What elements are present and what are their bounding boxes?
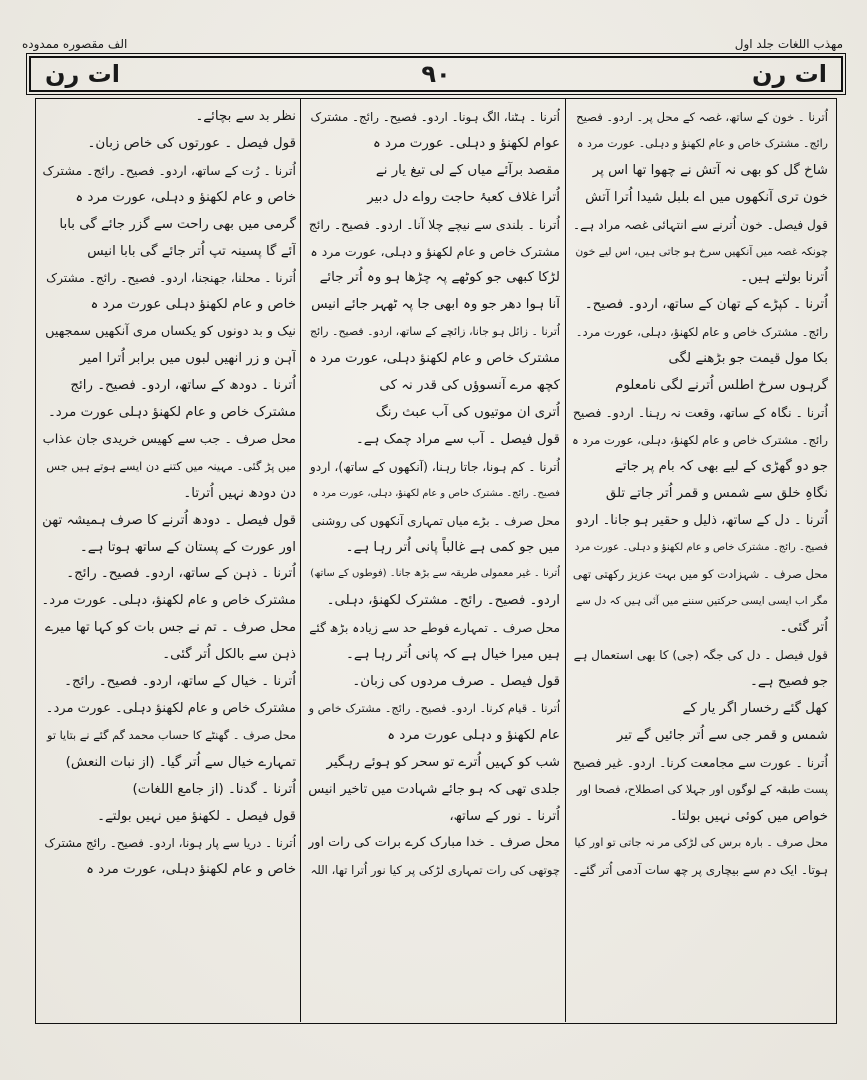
header-headword-right: ات رن [752, 60, 827, 88]
text-line: میں جو کمی ہے غالباً پانی اُتر رہا ہے۔ [345, 539, 560, 555]
text-line: مشترک خاص و عام لکھنؤ دہلی۔ عورت مرد۔ [45, 700, 296, 716]
text-line: پست طبقہ کے لوگوں اور جہلا کی اصطلاح، فصحا اور [577, 782, 828, 796]
text-line: کھل گئے رخسار اگر یار کے [682, 700, 828, 716]
text-line: ہوتا۔ ایک دم سے بیچاری پر چھ سات آدمی اُتر گئے۔ [572, 863, 828, 878]
text-line: خاص و عام لکھنؤ دہلی، عورت مرد ہ [86, 862, 296, 878]
text-line: اُتر گئی۔ [779, 620, 828, 636]
text-line: اُترنا ۔ خون کے ساتھ، غصہ کے محل پر۔ اردو۔ فصیح [576, 110, 828, 124]
text-line: اُترنا ۔ محلنا، جھنجنا، اردو۔ فصیح۔ رائج۔ مشترک [46, 271, 296, 286]
text-column-right [572, 104, 828, 1014]
text-line: چوتھی کی رات تمہاری لڑکی پر کیا نور اُترا تھا، اللہ [310, 863, 560, 878]
text-column-left [42, 104, 296, 1014]
text-line: قول فیصل ۔ عورتوں کی خاص زبان۔ [87, 135, 296, 151]
text-line: محل صرف ۔ تم نے جس بات کو کہا تھا میرے [44, 620, 296, 636]
text-line: اُترنا ۔ نور کے ساتھ، [449, 808, 560, 824]
text-line: دن دودھ نہیں اُترتا۔ [183, 485, 296, 501]
text-line: محل صرف ۔ تمہارے فوطے حد سے زیادہ بڑھ گئے [309, 621, 560, 636]
text-line: اردو۔ فصیح۔ رائج۔ مشترک لکھنؤ، دہلی۔ [326, 593, 560, 609]
running-head-title: مهذب اللغات جلد اول [734, 37, 843, 51]
text-line: خون تری آنکھوں میں اے بلبل شیدا اُترا آتش [585, 189, 828, 205]
text-line: اُترنا ۔ بلندی سے نیچے چلا آنا۔ اردو۔ فصیح۔ رائج [308, 216, 560, 232]
text-line: اُترنا ۔ غیر معمولی طریقہ سے بڑھ جانا۔ (فوطوں کے ساتھ) [310, 568, 560, 580]
text-line: اُترنا ۔ ہٹنا، الگ ہونا۔ اردو۔ فصیح۔ رائج۔ مشترک [310, 110, 560, 124]
text-line: مقصد برآئے میاں کے لی تیغ یار نے [375, 162, 560, 178]
text-line: مشترک خاص و عام لکھنؤ دہلی، عورت مرد ہ [309, 351, 560, 367]
text-line: قول فیصل ۔ دودھ اُترنے کا صرف ہمیشہ تھن [42, 512, 296, 528]
text-line: محل صرف ۔ گھنٹے کا حساب محمد گم گئے نے بتایا تو [47, 728, 296, 742]
column-divider [300, 98, 301, 1022]
text-line: لڑکا کبھی جو کوٹھے پہ چڑھا ہو وہ اُتر جائے [319, 270, 560, 286]
text-line: اُترنا ۔ گدنا۔ (از جامع اللغات) [132, 781, 296, 797]
text-line: کچھ مرے آنسوؤں کی قدر نہ کی [379, 378, 560, 394]
text-line: اُترنا بولتے ہیں۔ [740, 270, 828, 286]
text-line: اُترا غلاف کعبۂ حاجت رواے دل دبیر [367, 189, 560, 205]
text-line: شب کو کہیں اُترے تو سحر کو ہوئے رہگیر [326, 754, 560, 770]
text-line: رائج۔ مشترک خاص و عام لکھنؤ، دہلی، عورت مرد ہ [572, 432, 828, 447]
text-line: محل صرف ۔ شہزادت کو میں بہت عزیز رکھتی تھی [572, 567, 828, 582]
text-line: اُترنا ۔ زائل ہو جانا، زائچے کے ساتھ، اردو۔ فصیح۔ رائج [309, 325, 560, 339]
text-line: اُترنا ۔ خیال کے ساتھ، اردو۔ فصیح۔ رائج۔ [64, 674, 296, 690]
page-number: ۹۰ [421, 60, 451, 88]
text-line: مشترک خاص و عام لکھنؤ و دہلی، عورت مرد ہ [310, 243, 560, 259]
text-line: شاخ گل کو بھی نہ آتش نے چھوا تھا اس پر [592, 162, 828, 178]
text-line: جو فصیح ہے۔ [750, 674, 828, 690]
text-line: ذہن سے بالکل اُتر گئی۔ [162, 647, 296, 663]
text-line: عوام لکھنؤ و دہلی۔ عورت مرد ہ [372, 135, 560, 151]
text-line: فصیح۔ رائج۔ مشترک خاص و عام لکھنؤ و دہلی۔ عورت مرد [574, 541, 828, 553]
text-line: محل صرف ۔ جب سے کھیس خریدی جان عذاب [42, 431, 296, 447]
text-line: نیک و بد دونوں کو یکساں مری آنکھیں سمجھیں [45, 324, 296, 340]
text-line: جلدی تھی کہ ہو جائے شہادت میں تاخیر انیس [308, 781, 560, 797]
text-line: اُترنا ۔ کپڑے کے تھان کے ساتھ، اردو۔ فصیح۔ [584, 297, 828, 313]
text-line: خاص و عام لکھنؤ دہلی عورت مرد ہ [90, 297, 296, 313]
text-line: اور عورت کے پستان کے ساتھ ہوتا ہے۔ [79, 539, 296, 555]
text-line: اُترنا ۔ قیام کرنا۔ اردو۔ فصیح۔ رائج۔ مشترک خاص و [308, 701, 560, 715]
text-line: نگاہِ خلق سے شمس و قمر اُتر جاتے تلق [605, 485, 828, 501]
column-divider [565, 98, 566, 1022]
text-line: شمس و قمر جی سے اُتر جائیں گے تیر [616, 727, 828, 743]
text-line: گرہوں سرخ اطلس اُترنے لگی نامعلوم [615, 378, 828, 394]
text-line: مگر اب ایسی ایسی حرکتیں سننے میں آئی ہیں کہ دل سے [576, 595, 828, 608]
header-headword-left: ات رن [45, 60, 120, 88]
running-head-section: الف مقصوره ممدوده [22, 37, 128, 51]
text-line: اُترنا ۔ نگاہ کے ساتھ، وقعت نہ رہنا۔ اردو۔ فصیح [572, 404, 828, 420]
text-line: رائج۔ مشترک خاص و عام لکھنؤ و دہلی۔ عورت مرد ہ [577, 136, 828, 150]
text-line: آہن و زر انھیں لبوں میں برابر اُترا امیر [79, 351, 296, 367]
text-line: مشترک خاص و عام لکھنؤ دہلی عورت مرد۔ [47, 404, 296, 420]
text-line: مشترک خاص و عام لکھنؤ، دہلی۔ عورت مرد۔ [42, 593, 296, 609]
text-line: بکا مول قیمت جو بڑھنے لگی [668, 351, 828, 367]
text-column-middle [308, 104, 560, 1014]
text-line: محل صرف ۔ بارہ برس کی لڑکی مر نہ جاتی تو اور کیا [574, 836, 828, 850]
text-line: قول فیصل ۔ دل کی جگہ (جی) کا بھی استعمال ہے [573, 648, 828, 663]
text-line: رائج۔ مشترک خاص و عام لکھنؤ، دہلی، عورت مرد۔ [575, 325, 828, 340]
text-line: ہیں میرا خیال ہے کہ پانی اُتر رہا ہے۔ [346, 647, 560, 663]
text-line: اُترنا ۔ ذہن کے ساتھ، اردو۔ فصیح۔ رائج۔ [66, 566, 296, 582]
text-line: قول فیصل ۔ لکھنؤ میں نہیں بولتے۔ [97, 808, 296, 824]
running-head [22, 34, 843, 54]
text-line: اُترنا ۔ دودھ کے ساتھ، اردو۔ فصیح۔ رائج [70, 378, 296, 394]
text-line: نظر بد سے بچائے۔ [195, 109, 296, 124]
text-line: میں پڑ گئی۔ مہینہ میں کتنے دن ایسے ہوتے ہیں جس [46, 459, 296, 473]
text-line: اُترنا ۔ دل کے ساتھ، ذلیل و حقیر ہو جانا۔ اردو [576, 512, 828, 528]
text-line: قول فیصل۔ خون اُترنے سے انتہائی غصہ مراد ہے۔ [572, 217, 828, 232]
text-line: محل صرف ۔ خدا مبارک کرے برات کی رات اور [308, 835, 560, 851]
text-line: جو دو گھڑی کے لیے بھی کہ بام پر جاتے [615, 458, 828, 474]
text-line: آنا ہوا دھر جو وہ ابھی جا پہ ٹھہر جائے انیس [311, 297, 560, 313]
text-line: آئے گا پسینہ تپ اُتر جائے گی بابا انیس [87, 243, 296, 259]
text-line: اُترنا ۔ عورت سے مجامعت کرنا۔ اردو۔ غیر فصیح [572, 754, 828, 770]
text-line: اُتری ان موتیوں کی آب عبث رنگ [375, 404, 560, 420]
page-header-box [29, 56, 843, 92]
text-line: اُترنا ۔ کم ہونا، جاتا رہنا، (آنکھوں کے ساتھ)، اردو [309, 459, 560, 474]
text-line: قول فیصل ۔ صرف مردوں کی زبان۔ [352, 674, 560, 690]
text-line: محل صرف ۔ بڑے میاں تمہاری آنکھوں کی روشنی [311, 513, 560, 528]
text-line: تمہارے خیال سے اُتر گیا۔ (از نبات النعش) [65, 754, 296, 770]
text-line: اُترنا ۔ دریا سے پار ہونا، اردو۔ فصیح۔ رائج مشترک [44, 836, 296, 851]
text-line: خواص میں کوئی نہیں بولتا۔ [669, 808, 828, 824]
text-line: چونکہ غصہ میں آنکھیں سرخ ہو جاتی ہیں، اس لیے خون [575, 244, 828, 258]
text-line: خاص و عام لکھنؤ و دہلی، عورت مرد ہ [75, 189, 296, 205]
text-line: اُترنا ۔ رُت کے ساتھ، اردو۔ فصیح۔ رائج۔ مشترک [42, 162, 296, 178]
text-line: عام لکھنؤ و دہلی عورت مرد ہ [387, 727, 560, 743]
text-line: قول فیصل ۔ آب سے مراد چمک ہے۔ [355, 431, 560, 447]
text-line: گرمی میں بھی راحت سے گزر جائے گی بابا [59, 216, 296, 232]
text-line: فصیح۔ رائج۔ مشترک خاص و عام لکھنؤ، دہلی، عورت مرد ہ [312, 487, 560, 499]
